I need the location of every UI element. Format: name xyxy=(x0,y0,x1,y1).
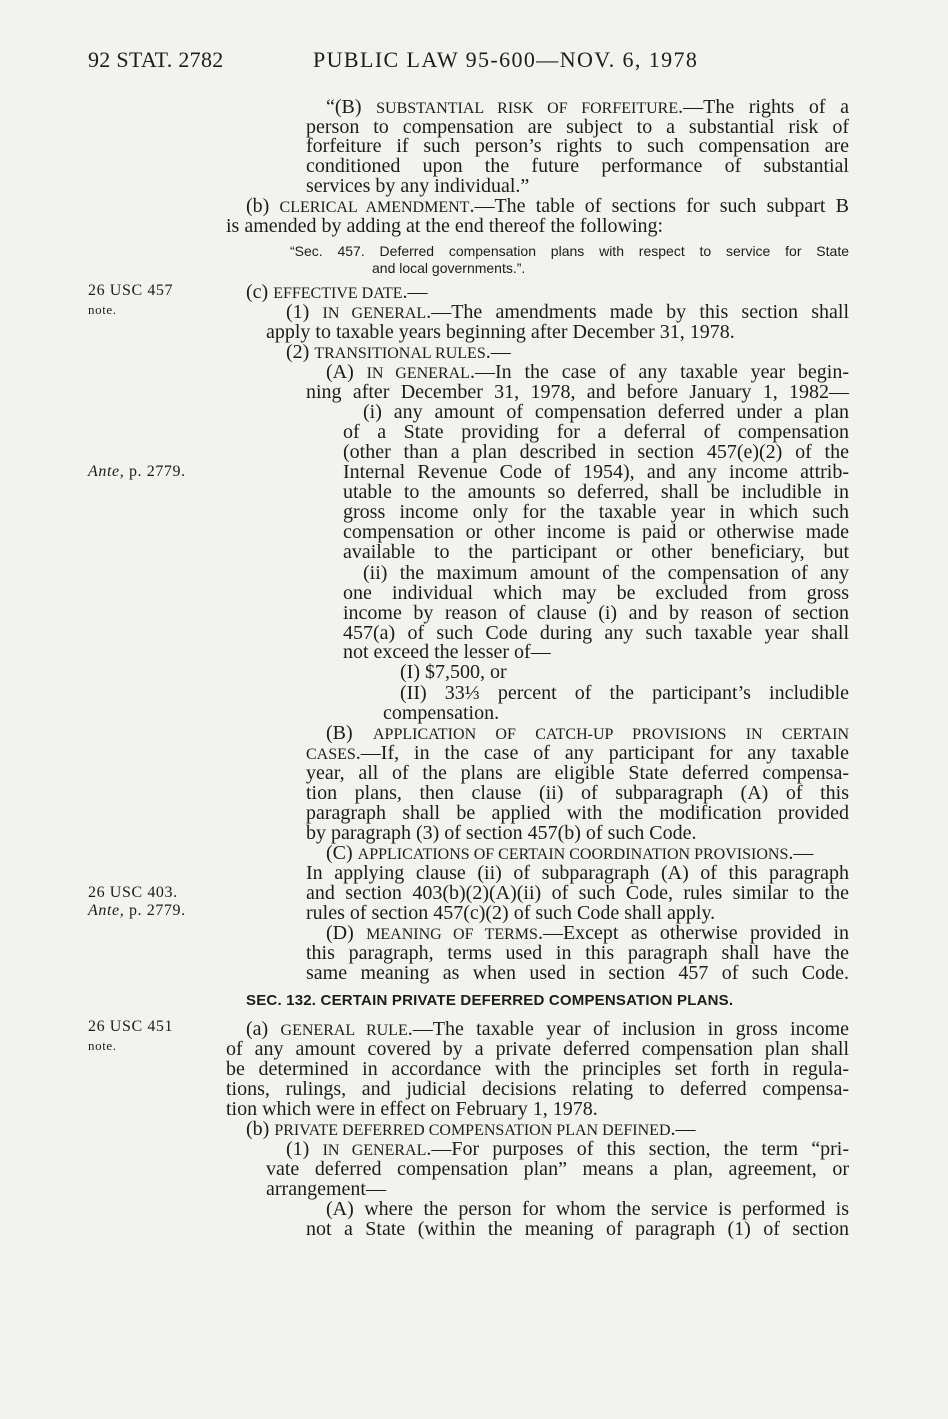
text-line xyxy=(326,361,849,383)
text-line: rules of section 457(c)(2) of such Code shall apply. xyxy=(306,902,716,924)
text-line: available to the participant or other beneficiary, but xyxy=(343,541,849,563)
text-line: ning after December 31, 1978, and before January 1, 1982— xyxy=(306,381,849,403)
small-caps-heading: IN GENERAL xyxy=(322,1142,427,1159)
text-line: (I) $7,500, or xyxy=(400,661,507,683)
margin-note-ante-page: p. 2779. xyxy=(128,463,186,480)
text-line: services by any individual.” xyxy=(306,175,530,197)
small-caps-heading: CASES xyxy=(306,746,356,763)
line-text: “(B) xyxy=(326,96,362,118)
line-text: .— xyxy=(485,341,511,363)
text-line: vate deferred compensation plan” means a plan, agreement, or xyxy=(266,1158,849,1180)
text-line: forfeiture if such person’s rights to such compensation are xyxy=(306,135,849,157)
text-line xyxy=(326,922,849,944)
text-line xyxy=(246,195,849,217)
line-text: (c) xyxy=(246,281,269,303)
margin-note-usc-457: 26 USC 457 xyxy=(88,282,174,299)
text-line: not a State (within the meaning of paragraph (1) of section xyxy=(306,1218,849,1240)
text-line: tion which were in effect on February 1, 1978. xyxy=(226,1098,598,1120)
text-line: of a State providing for a deferral of compensation xyxy=(343,421,849,443)
text-line: income by reason of clause (i) and by reason of section xyxy=(343,602,849,624)
section-heading: SEC. 132. CERTAIN PRIVATE DEFERRED COMPENSATION PLANS. xyxy=(246,992,734,1009)
text-line: (A) where the person for whom the service is performed is xyxy=(326,1198,849,1220)
text-line: apply to taxable years beginning after December 31, 1978. xyxy=(266,321,735,343)
line-text: .—The rights of a xyxy=(678,96,850,118)
line-text: (B) xyxy=(326,722,353,744)
margin-note-ante xyxy=(88,463,186,481)
text-line: paragraph shall be applied with the modification provided xyxy=(306,802,849,824)
margin-note-note: note. xyxy=(88,1038,117,1053)
margin-note-usc-451: 26 USC 451 xyxy=(88,1018,174,1035)
line-text: (A) xyxy=(326,361,354,383)
text-line xyxy=(286,301,849,323)
text-line: one individual which may be excluded from gross xyxy=(343,582,849,604)
small-caps-heading: CLERICAL AMENDMENT xyxy=(279,199,470,216)
line-text: (a) xyxy=(246,1018,269,1040)
text-line: (II) 33⅓ percent of the participant’s includible xyxy=(400,682,849,704)
line-text: .—For purposes of this section, the term “pri- xyxy=(426,1138,850,1160)
text-line xyxy=(286,341,849,363)
text-line xyxy=(326,96,849,118)
text-line xyxy=(326,842,849,864)
text-line: year, all of the plans are eligible State deferred compensa- xyxy=(306,762,849,784)
table-of-sections-entry: and local governments.”. xyxy=(372,260,526,276)
small-caps-heading: PRIVATE DEFERRED COMPENSATION PLAN DEFINED xyxy=(274,1122,671,1139)
line-text: (2) xyxy=(286,341,310,363)
text-line: utable to the amounts so deferred, shall be includible in xyxy=(343,481,849,503)
line-text: .— xyxy=(788,842,814,864)
margin-note-note: note. xyxy=(88,302,117,317)
line-text: .— xyxy=(670,1118,696,1140)
text-line xyxy=(286,1138,849,1160)
text-line: person to compensation are subject to a substantial risk of xyxy=(306,116,849,138)
text-line: tions, rulings, and judicial decisions relating to deferred compensa- xyxy=(226,1078,849,1100)
text-line: gross income only for the taxable year in which such xyxy=(343,501,849,523)
line-text: .—In the case of any taxable year begin- xyxy=(469,361,850,383)
text-line: (other than a plan described in section 457(e)(2) of the xyxy=(343,441,849,463)
small-caps-heading: APPLICATION OF CATCH-UP PROVISIONS IN CERTAIN xyxy=(373,726,850,743)
margin-note-ante-page: p. 2779. xyxy=(128,902,186,919)
text-line: 457(a) of such Code during any such taxable year shall xyxy=(343,622,849,644)
margin-note-ante-italic: Ante, xyxy=(88,463,125,480)
text-line: of any amount covered by a private deferred compensation plan shall xyxy=(226,1038,849,1060)
text-line: not exceed the lesser of— xyxy=(343,641,551,663)
line-text: (b) xyxy=(246,195,270,217)
margin-note-ante xyxy=(88,902,186,920)
small-caps-heading: GENERAL RULE xyxy=(280,1022,408,1039)
text-line: conditioned upon the future performance of substantial xyxy=(306,155,849,177)
text-line: same meaning as when used in section 457 of such Code. xyxy=(306,962,849,984)
running-head-law-date: PUBLIC LAW 95-600—NOV. 6, 1978 xyxy=(313,47,699,72)
table-of-sections-entry: “Sec. 457. Deferred compensation plans with respect to service for State xyxy=(290,243,849,259)
small-caps-heading: IN GENERAL xyxy=(366,365,470,382)
text-line xyxy=(306,742,849,764)
small-caps-heading: APPLICATIONS OF CERTAIN COORDINATION PROVISIONS xyxy=(357,846,789,863)
running-head-stat-page: 92 STAT. 2782 xyxy=(88,47,224,72)
text-line: be determined in accordance with the principles set forth in regula- xyxy=(226,1058,849,1080)
line-text: (1) xyxy=(286,1138,310,1160)
text-line: and section 403(b)(2)(A)(ii) of such Code, rules similar to the xyxy=(306,882,849,904)
text-line: by paragraph (3) of section 457(b) of such Code. xyxy=(306,822,697,844)
line-text: (b) xyxy=(246,1118,270,1140)
small-caps-heading: MEANING OF TERMS xyxy=(366,926,538,943)
text-line: is amended by adding at the end thereof the following: xyxy=(226,215,664,237)
line-text: .—The taxable year of inclusion in gross income xyxy=(407,1018,849,1040)
margin-note-usc-403: 26 USC 403. xyxy=(88,884,178,901)
small-caps-heading: EFFECTIVE DATE xyxy=(273,285,403,302)
text-line xyxy=(246,281,849,303)
text-line: (ii) the maximum amount of the compensation of any xyxy=(363,562,849,584)
small-caps-heading: TRANSITIONAL RULES xyxy=(314,345,486,362)
line-text: .—Except as otherwise provided in xyxy=(537,922,850,944)
text-line: compensation. xyxy=(383,702,500,724)
text-line: (i) any amount of compensation deferred under a plan xyxy=(363,401,849,423)
text-line: arrangement— xyxy=(266,1178,386,1200)
text-line xyxy=(246,1118,849,1140)
small-caps-heading: SUBSTANTIAL RISK OF FORFEITURE xyxy=(376,100,679,117)
margin-note-ante-italic: Ante, xyxy=(88,902,125,919)
text-line xyxy=(246,1018,849,1040)
line-text: (D) xyxy=(326,922,354,944)
text-line: tion plans, then clause (ii) of subparagraph (A) of this xyxy=(306,782,849,804)
line-text: (1) xyxy=(286,301,310,323)
text-line: compensation or other income is paid or otherwise made xyxy=(343,521,849,543)
text-line: Internal Revenue Code of 1954), and any income attrib- xyxy=(343,461,849,483)
small-caps-heading: IN GENERAL xyxy=(322,305,427,322)
text-line xyxy=(326,722,849,744)
text-line: In applying clause (ii) of subparagraph (A) of this paragraph xyxy=(306,862,849,884)
line-text: .—If, in the case of any participant for any taxable xyxy=(355,742,849,764)
text-line: this paragraph, terms used in this paragraph shall have the xyxy=(306,942,849,964)
line-text: .—The amendments made by this section shall xyxy=(426,301,849,323)
line-text: .— xyxy=(402,281,428,303)
line-text: .—The table of sections for such subpart B xyxy=(469,195,849,217)
line-text: (C) xyxy=(326,842,353,864)
